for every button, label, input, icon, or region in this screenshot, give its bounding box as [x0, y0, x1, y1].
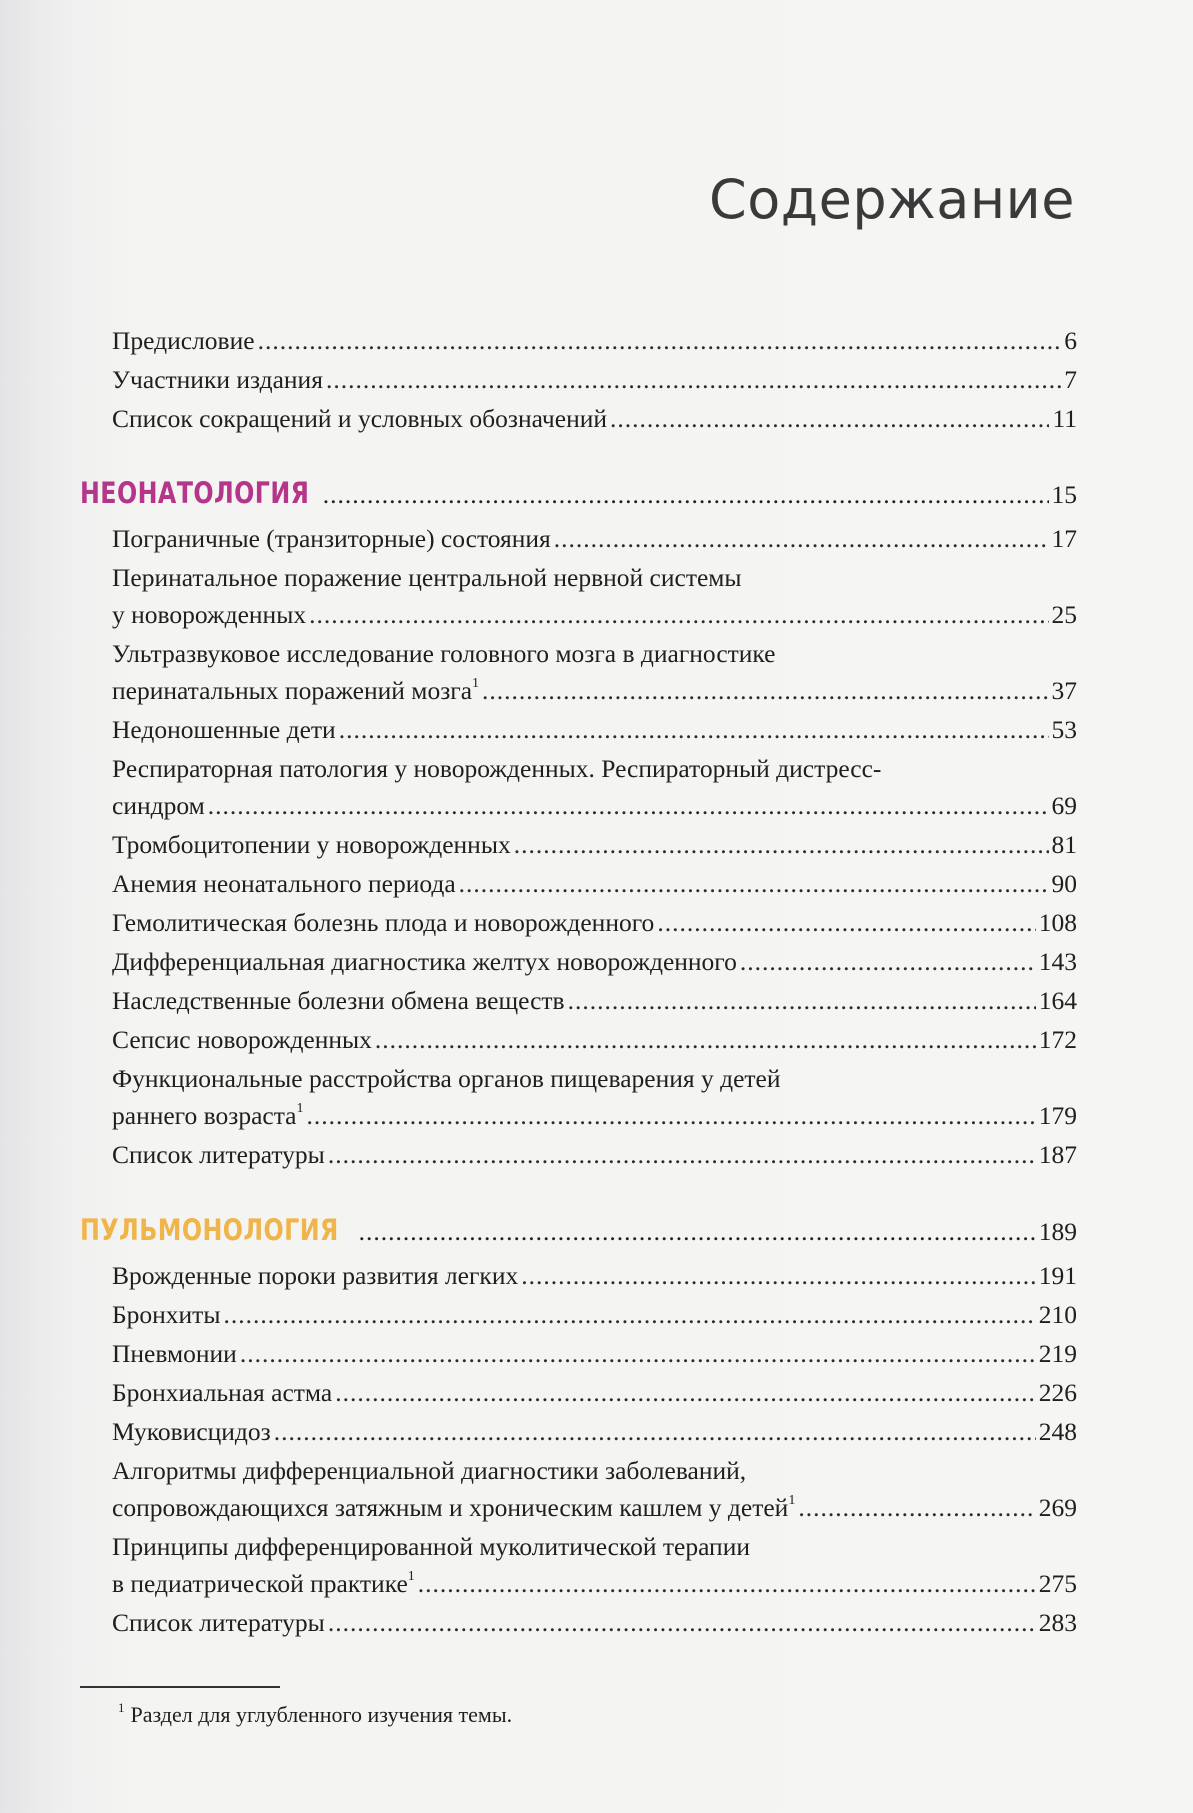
page-number: 226 — [1038, 1378, 1077, 1407]
page-number: 187 — [1038, 1140, 1077, 1169]
page-number: 69 — [1051, 791, 1077, 820]
leader-dots — [482, 672, 1048, 709]
toc-entry[interactable] — [112, 711, 1077, 748]
footnote-ref: 1 — [407, 1569, 415, 1584]
toc-entry[interactable] — [112, 826, 1077, 863]
entry-title: Список литературы — [112, 1140, 325, 1169]
page-number: 11 — [1052, 404, 1077, 433]
page-number: 210 — [1038, 1300, 1077, 1329]
toc-entry[interactable] — [112, 1296, 1077, 1333]
toc-entry[interactable] — [112, 1452, 1077, 1526]
page-number: 81 — [1051, 830, 1077, 859]
leader-dots — [208, 787, 1049, 824]
toc-section-heading[interactable] — [80, 475, 1077, 513]
toc-entry[interactable] — [112, 982, 1077, 1019]
toc-entry[interactable] — [112, 322, 1077, 359]
entry-title: Тромбоцитопении у новорожденных — [112, 830, 511, 859]
entry-title: Список сокращений и условных обозначений — [112, 404, 608, 433]
toc-entry[interactable] — [112, 1374, 1077, 1411]
entry-title: Участники издания — [112, 365, 323, 394]
page-number: 191 — [1038, 1261, 1077, 1290]
page-number: 90 — [1051, 869, 1077, 898]
toc-entry[interactable] — [112, 559, 1077, 633]
entry-title: сопровождающихся затяжным и хроническим кашлем у детей$^1$ — [112, 1493, 796, 1522]
leader-dots — [657, 904, 1035, 941]
leader-dots — [258, 322, 1062, 359]
entry-title: Муковисцидоз — [112, 1417, 271, 1446]
entry-title: Врожденные пороки развития легких — [112, 1261, 519, 1290]
leader-dots — [375, 1021, 1036, 1058]
page-number: 7 — [1064, 365, 1077, 394]
toc-entry[interactable] — [112, 1413, 1077, 1450]
toc-entry[interactable] — [112, 520, 1077, 557]
footnote-ref: 1 — [296, 1101, 304, 1116]
leader-dots — [514, 826, 1049, 863]
entry-title: Недоношенные дети — [112, 715, 336, 744]
leader-dots — [328, 1136, 1036, 1173]
footnote-text: Раздел для углубленного изучения темы. — [130, 1702, 513, 1727]
toc-entry[interactable] — [112, 1136, 1077, 1173]
entry-title: раннего возраста$^1$ — [112, 1101, 304, 1130]
entry-title: Пограничные (транзиторные) состояния — [112, 524, 551, 553]
entry-title: Сепсис новорожденных — [112, 1025, 372, 1054]
entry-title: в педиатрической практике$^1$ — [112, 1569, 415, 1598]
toc-entry[interactable] — [112, 1528, 1077, 1602]
leader-dots — [610, 400, 1049, 437]
entry-title: Функциональные расстройства органов пищеварения у детей — [112, 1064, 781, 1093]
footnote-ref: 1 — [788, 1493, 796, 1508]
leader-dots — [521, 1257, 1036, 1294]
entry-title: Алгоритмы дифференциальной диагностики заболеваний, — [112, 1456, 747, 1485]
leader-dots — [223, 1296, 1035, 1333]
page-number: 108 — [1038, 908, 1077, 937]
leader-dots — [240, 1335, 1036, 1372]
entry-title: Бронхиты — [112, 1300, 221, 1329]
page-number: 15 — [1051, 480, 1077, 509]
toc-entry[interactable] — [112, 1060, 1077, 1134]
leader-dots — [359, 1213, 1036, 1250]
page-number: 248 — [1038, 1417, 1077, 1446]
toc-entry[interactable] — [112, 750, 1077, 824]
leader-dots — [335, 1374, 1036, 1411]
toc-entry[interactable] — [112, 943, 1077, 980]
toc-entry[interactable] — [112, 1257, 1077, 1294]
leader-dots — [326, 361, 1061, 398]
page-number: 283 — [1038, 1608, 1077, 1637]
toc-entry[interactable] — [112, 361, 1077, 398]
section-title: ПУЛЬМОНОЛОГИЯ — [80, 1213, 339, 1247]
page-number: 25 — [1051, 600, 1077, 629]
page-number: 17 — [1051, 524, 1077, 553]
entry-title: синдром — [112, 791, 205, 820]
entry-title: Бронхиальная астма — [112, 1378, 333, 1407]
entry-title: Анемия неонатального периода — [112, 869, 456, 898]
leader-dots — [323, 476, 1049, 513]
leader-dots — [418, 1565, 1036, 1602]
page-number: 275 — [1038, 1569, 1077, 1598]
page-number: 269 — [1038, 1493, 1077, 1522]
toc-entry[interactable] — [112, 1604, 1077, 1641]
section-title: НЕОНАТОЛОГИЯ — [80, 476, 310, 510]
entry-title: Ультразвуковое исследование головного мозга в диагностике — [112, 639, 776, 668]
toc-entry[interactable] — [112, 865, 1077, 902]
leader-dots — [339, 711, 1049, 748]
entry-title: перинатальных поражений мозга$^1$ — [112, 676, 480, 705]
page-number: 53 — [1051, 715, 1077, 744]
page-title: Содержание — [709, 168, 1075, 231]
entry-title: Перинатальное поражение центральной нервной системы — [112, 563, 742, 592]
toc-section-heading[interactable] — [80, 1212, 1077, 1250]
toc-entry[interactable] — [112, 635, 1077, 709]
toc-entry[interactable] — [112, 1021, 1077, 1058]
entry-title: Пневмонии — [112, 1339, 237, 1368]
entry-title: Предисловие — [112, 326, 255, 355]
leader-dots — [554, 520, 1049, 557]
leader-dots — [274, 1413, 1036, 1450]
entry-title: Дифференциальная диагностика желтух новорожденного — [112, 947, 737, 976]
leader-dots — [306, 1097, 1035, 1134]
page-number: 143 — [1038, 947, 1077, 976]
entry-title: Наследственные болезни обмена веществ — [112, 986, 565, 1015]
leader-dots — [328, 1604, 1036, 1641]
footnote-mark: 1 — [118, 1700, 125, 1715]
footnote-divider — [80, 1686, 280, 1688]
toc-entry[interactable] — [112, 400, 1077, 437]
toc-entry[interactable] — [112, 1335, 1077, 1372]
page-number: 172 — [1038, 1025, 1077, 1054]
leader-dots — [740, 943, 1036, 980]
entry-title: Принципы дифференцированной муколитической терапии — [112, 1532, 750, 1561]
entry-title: Респираторная патология у новорожденных. Респираторный дистресс- — [112, 754, 882, 783]
footnote-ref: 1 — [472, 676, 480, 691]
entry-title: Список литературы — [112, 1608, 325, 1637]
leader-dots — [798, 1489, 1035, 1526]
page-number: 189 — [1038, 1217, 1077, 1246]
page-number: 6 — [1064, 326, 1077, 355]
page-number: 219 — [1038, 1339, 1077, 1368]
toc-entry[interactable] — [112, 904, 1077, 941]
page-number: 164 — [1038, 986, 1077, 1015]
leader-dots — [309, 596, 1048, 633]
page-number: 37 — [1051, 676, 1077, 705]
leader-dots — [459, 865, 1049, 902]
page-number: 179 — [1038, 1101, 1077, 1130]
leader-dots — [568, 982, 1036, 1019]
footnote — [118, 1700, 512, 1730]
entry-title: Гемолитическая болезнь плода и новорожденного — [112, 908, 655, 937]
entry-title: у новорожденных — [112, 600, 307, 629]
